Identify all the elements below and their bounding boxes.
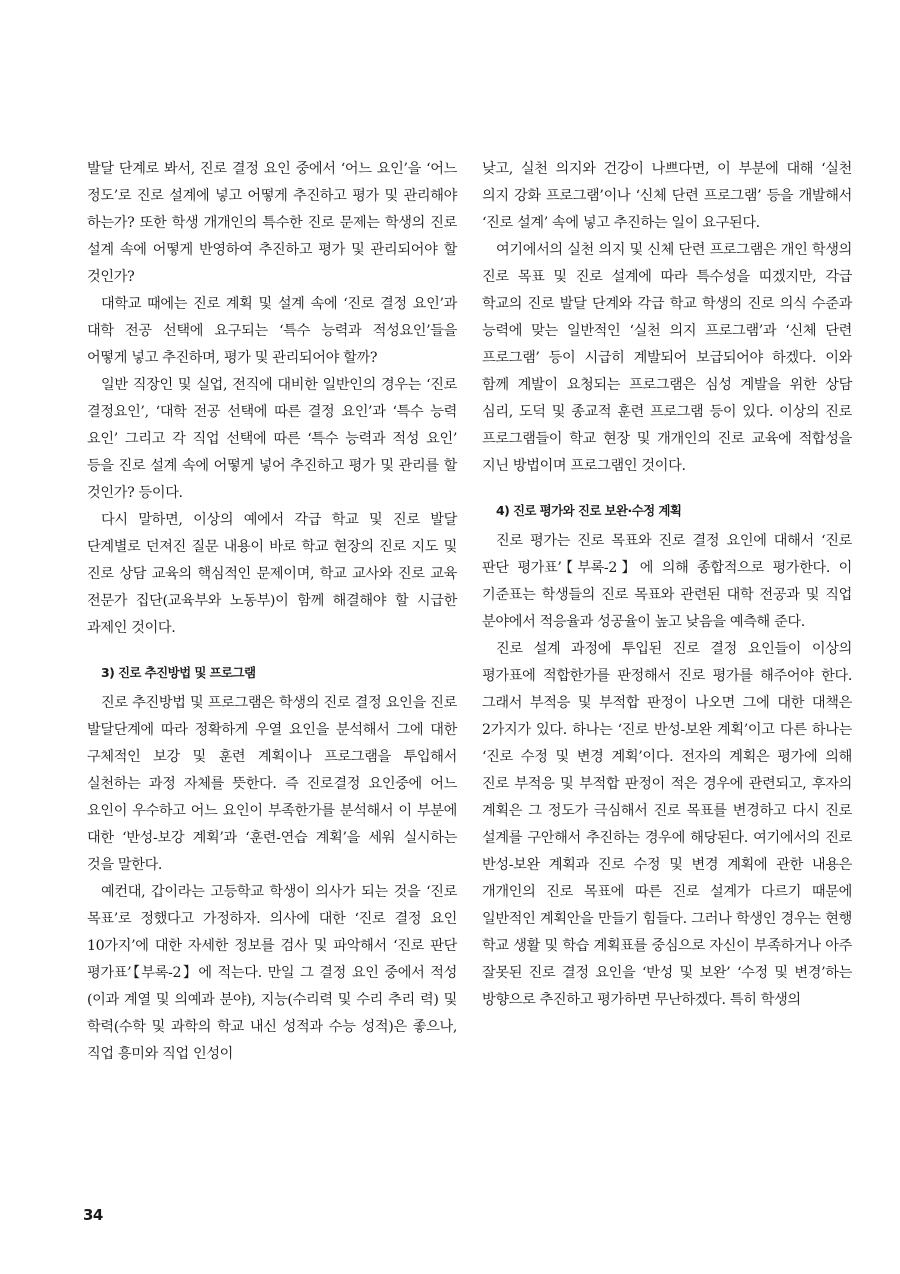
paragraph: 진로 설계 과정에 투입된 진로 결정 요인들이 이상의 평가표에 적합한가를 판정해서 진로 평가를 해주어야 한다. 그래서 부적응 및 부적합 판정이 나오면 그에 대한 대책은 2가지가 있다. 하나는 ‘진로 반성-보완 계획’이고 다른 하나는 ‘진로 수정 및 변경 계획’이다. 전자의 계획은 평가에 의해 진로 부적응 및 부적합 판정이 적은 경우에 관련되고, 후자의 계획은 그 정도가 극심해서 진로 목표를 변경하고 다시 진로 설계를 구안해서 추진하는 경우에 해당된다. 여기에서의 진로 반성-보완 계획과 진로 수정 및 변경 계획에 관한 내용은 개개인의 진로 목표에 따른 진로 설계가 다르기 때문에 일반적인 계획안을 만들기 힘들다. 그러나 학생인 경우는 현행 학교 생활 및 학습 계획표를 중심으로 자신이 부족하거나 아주 잘못된 진로 결정 요인을 ‘반성 및 보완’ ‘수정 및 변경’하는 방향으로 추진하고 평가하면 무난하겠다. 특히 학생의: [482, 641, 852, 1008]
paragraph: 낮고, 실천 의지와 건강이 나쁘다면, 이 부분에 대해 ‘실천 의지 강화 프로그램’이나 ‘신체 단련 프로그램’ 등을 개발해서 ‘진로 설계’ 속에 넣고 추진하는 일이 요구된다.: [482, 161, 852, 231]
page-number: 34: [83, 1206, 103, 1224]
paragraph: 다시 말하면, 이상의 예에서 각급 학교 및 진로 발달 단계별로 던져진 질문 내용이 바로 학교 현장의 진로 지도 및 진로 상담 교육의 핵심적인 문제이며, 학교 교사와 진로 교육 전문가 집단(교육부와 노동부)이 함께 해결해야 할 시급한 과제인 것이다.: [87, 512, 457, 636]
paragraph: 일반 직장인 및 실업, 전직에 대비한 일반인의 경우는 ‘진로 결정요인’, ‘대학 전공 선택에 따른 결정 요인’과 ‘특수 능력 요인’ 그리고 각 직업 선택에 따른 ‘특수 능력과 적성 요인’ 등을 진로 설계 속에 어떻게 넣어 추진하고 평가 및 관리를 할 것인가? 등이다.: [87, 377, 457, 501]
left-column: [87, 156, 457, 1068]
section-heading-4: 4) 진로 평가와 진로 보완·수정 계획: [496, 503, 682, 518]
paragraph: 진로 추진방법 및 프로그램은 학생의 진로 결정 요인을 진로 발달단계에 따라 정확하게 우열 요인을 분석해서 그에 대한 구체적인 보강 및 훈련 계획이나 프로그램을 투입해서 실천하는 과정 자체를 뜻한다. 즉 진로결정 요인중에 어느 요인이 우수하고 어느 요인이 부족한가를 분석해서 이 부분에 대한 ‘반성-보강 계획’과 ‘훈련-연습 계획’을 세워 실시하는 것을 말한다.: [87, 695, 457, 873]
paragraph: 예컨대, 갑이라는 고등학교 학생이 의사가 되는 것을 ‘진로 목표’로 정했다고 가정하자. 의사에 대한 ‘진로 결정 요인 10가지’에 대한 자세한 정보를 검사 및 파악해서 ‘진로 판단 평가표’【부록-2】에 적는다. 만일 그 결정 요인 중에서 적성(이과 계열 및 의예과 분야), 지능(수리력 및 수리 추리 력) 및 학력(수학 및 과학의 학교 내신 성적과 수능 성적)은 좋으나, 직업 흥미와 직업 인성이: [87, 884, 457, 1062]
paragraph: 발달 단계로 봐서, 진로 결정 요인 중에서 ‘어느 요인’을 ‘어느 정도’로 진로 설계에 넣고 어떻게 추진하고 평가 및 관리해야 하는가? 또한 학생 개개인의 특수한 진로 문제는 학생의 진로 설계 속에 어떻게 반영하여 추진하고 평가 및 관리되어야 할 것인가?: [87, 161, 457, 285]
section-heading-3: 3) 진로 추진방법 및 프로그램: [101, 665, 256, 680]
paragraph: 진로 평가는 진로 목표와 진로 결정 요인에 대해서 ‘진로 판단 평가표’【부록-2】에 의해 종합적으로 평가한다. 이 기준표는 학생들의 진로 목표와 관련된 대학 전공과 및 직업 분야에서 적응율과 성공율이 높고 낮음을 예측해 준다.: [482, 533, 852, 630]
right-column: [482, 156, 852, 1014]
paragraph: 대학교 때에는 진로 계획 및 설계 속에 ‘진로 결정 요인’과 대학 전공 선택에 요구되는 ‘특수 능력과 적성요인’들을 어떻게 넣고 추진하며, 평가 및 관리되어야 할까?: [87, 296, 457, 366]
paragraph: 여기에서의 실천 의지 및 신체 단련 프로그램은 개인 학생의 진로 목표 및 진로 설계에 따라 특수성을 띠겠지만, 각급 학교의 진로 발달 단계와 각급 학교 학생의 진로 의식 수준과 능력에 맞는 일반적인 ‘실천 의지 프로그램’과 ‘신체 단련 프로그램’ 등이 시급히 계발되어 보급되어야 하겠다. 이와 함께 계발이 요청되는 프로그램은 심성 계발을 위한 상담 심리, 도덕 및 종교적 훈련 프로그램 등이 있다. 이상의 진로 프로그램들이 학교 현장 및 개개인의 진로 교육에 적합성을 지닌 방법이며 프로그램인 것이다.: [482, 242, 852, 474]
